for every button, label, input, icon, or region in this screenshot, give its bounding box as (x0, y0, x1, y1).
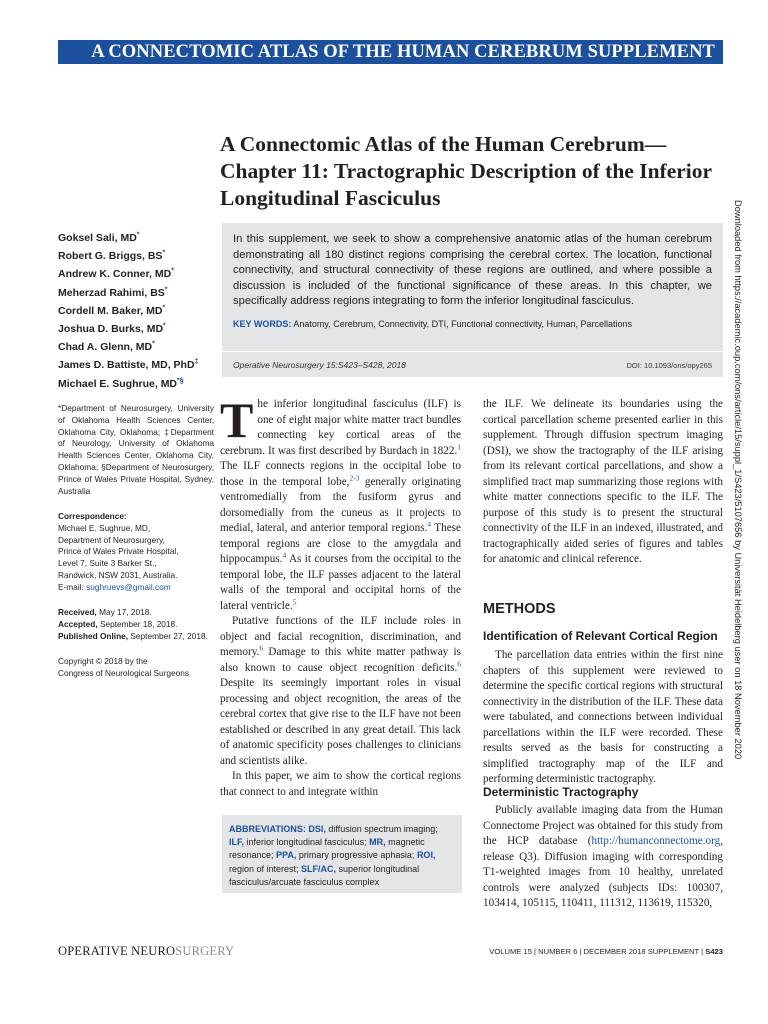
copyright: Copyright © 2018 by the Congress of Neurological Surgeons (58, 656, 189, 678)
email-line: E-mail: sughruevs@gmail.com (58, 581, 171, 592)
section-heading-methods: METHODS (483, 601, 556, 617)
article-title: A Connectomic Atlas of the Human Cerebrum—Chapter 11: Tractographic Description of the Inferior Longitudinal Fasciculus (220, 132, 712, 210)
drop-cap: T (220, 392, 254, 448)
author: Michael E. Sughrue, MD*§ (58, 377, 184, 390)
correspondence-line: Michael E. Sughrue, MD, (58, 522, 151, 533)
correspondence (58, 511, 214, 594)
ref-link[interactable]: 4 (282, 550, 287, 560)
keywords-label: KEY WORDS: (233, 318, 292, 329)
hcp-link[interactable]: http://humanconnectome.org (591, 835, 721, 847)
ref-link[interactable]: 1 (457, 441, 461, 451)
body-paragraph: In this paper, we aim to show the cortical regions that connect to and integrate within (220, 770, 461, 798)
ref-link[interactable]: 5 (292, 596, 297, 606)
email-link[interactable]: sughruevs@gmail.com (86, 581, 171, 592)
date-published: Published Online, September 27, 2018. (58, 630, 208, 641)
subheading-tractography: Deterministic Tractography (483, 785, 639, 799)
doi: DOI: 10.1093/ons/opy265 (626, 360, 712, 370)
intro-paragraph: The inferior longitudinal fasciculus (ILF) is one of eight major white matter tract bundles connecting key cortical areas of the cerebrum. It was first described by Burdach in 1822.$^1$ The ILF connects regions in the occipital lobe to those in the temporal lobe,$^{2-3}$ generally originating ventromedially from the fusiform gyrus and dorsomedially from the cuneus as it projects to medial, lateral, and anterior temporal regions.$^4$ These temporal regions are close to the amygdala and hippocampus.$^4$ As it courses from the occipital to the temporal lobe, the ILF passes adjacent to the lateral walls of the temporal and occipital horns of the lateral ventricle.$^5$ (220, 392, 462, 612)
correspondence-line: Prince of Wales Private Hospital, (58, 546, 179, 557)
ref-link[interactable]: 6 (457, 658, 461, 668)
author: Goksel Sali, MD* (58, 231, 140, 244)
date-received: Received, May 17, 2018. (58, 607, 152, 617)
download-watermark: Downloaded from https://academic.oup.com/ons/article/15/suppl_1/S423/5107656 by Universität Heidelberg user on 18 November 2020 (733, 200, 743, 760)
author: James D. Battiste, MD, PhD‡ (58, 358, 199, 372)
ref-link[interactable]: 2-3 (349, 472, 360, 482)
body-paragraph: The parcellation data entries within the first nine chapters of this supplement were reviewed to determine the specific cortical regions with structural connectivity in the distribution of the ILF. These data were tabulated, and connections between individual parcellations within the ILF were recorded. These results served as the basis for constructing a simplified tractography map of the ILF and performing deterministic tractography. (483, 649, 723, 785)
page-folio: VOLUME 15 | NUMBER 6 | DECEMBER 2018 SUPPLEMENT | S423 (489, 947, 723, 956)
correspondence-line: Randwick, NSW 2031, Australia. (58, 569, 178, 580)
affiliations: *Department of Neurosurgery, University of Oklahoma Health Sciences Center, Oklahoma City, Oklahoma; ‡Department of Neurology, University of Oklahoma Health Sciences Center, Oklahoma City, Oklahoma; §Department of Neurosurgery, Prince of Wales Private Hospital, Sydney, Australia (58, 403, 214, 496)
correspondence-heading: Correspondence: (58, 511, 127, 521)
body-paragraph: Putative functions of the ILF include roles in object and facial recognition, discrimination, and memory.$^6$ Damage to this white matter pathway is also known to cause object recognition deficits.$^6$ Despite its seemingly important roles in visual processing and object recognition, the areas of the cerebral cortex that give rise to the ILF have not been established or described in any great detail. This lack of anatomic specificity poses challenges to clinicians and scientists alike. (220, 615, 461, 767)
article-dates (58, 607, 214, 642)
date-accepted: Accepted, September 18, 2018. (58, 618, 178, 629)
abstract-box (222, 223, 723, 377)
author: Cordell M. Baker, MD* (58, 304, 166, 317)
abbreviations-box: ABBREVIATIONS: DSI, diffusion spectrum imaging; ILF, inferior longitudinal fasciculus; MR, magnetic resonance; PPA, primary progressive aphasia; ROI, region of interest; SLF/AC, superior longitudinal fasciculus/arcuate fasciculus complex (222, 815, 462, 893)
keywords (233, 318, 712, 331)
correspondence-line: Department of Neurosurgery, (58, 534, 165, 545)
body-column-left (220, 392, 462, 800)
author-list (58, 229, 218, 393)
subheading-cortical-region: Identification of Relevant Cortical Region (483, 629, 718, 643)
correspondence-line: Level 7, Suite 3 Barker St., (58, 558, 157, 569)
page-number: S423 (705, 947, 723, 956)
body-column-right (483, 397, 723, 568)
keywords-text: Anatomy, Cerebrum, Connectivity, DTI, Functional connectivity, Human, Parcellations (293, 318, 632, 329)
author: Andrew K. Conner, MD* (58, 267, 174, 281)
abstract-footer (222, 351, 723, 378)
author: Meherzad Rahimi, BS* (58, 286, 168, 299)
abstract-text: In this supplement, we seek to show a comprehensive anatomic atlas of the human cerebrum demonstrating all 180 distinct regions comprising the cerebral cortex. The location, functional connectivity, and structural connectivity of these regions are outlined, and where possible a discussion is included of the functional significance of these areas. In this chapter, we specifically address regions integrating to form the inferior longitudinal fasciculus. (233, 233, 712, 308)
ref-link[interactable]: 6 (259, 643, 264, 653)
author: Robert G. Briggs, BS* (58, 249, 166, 263)
author: Joshua D. Burks, MD* (58, 322, 166, 336)
citation: Operative Neurosurgery 15:S423–S428, 2018 (233, 360, 406, 370)
body-paragraph: Publicly available imaging data from the Human Connectome Project was obtained for this study from the HCP database (http://humanconnectome.org, release Q3). Diffusion imaging with corresponding T1-weighted images from 10 healthy, unrelated controls were analyzed (subjects IDs: 100307, 103414, 105115, 110411, 111312, 113619, 115320, (483, 804, 723, 909)
ref-link[interactable]: 4 (427, 519, 432, 529)
supplement-banner: A CONNECTOMIC ATLAS OF THE HUMAN CEREBRUM SUPPLEMENT (58, 40, 723, 64)
body-paragraph: the ILF. We delineate its boundaries using the cortical parcellation scheme presented earlier in this supplement. Through diffusion spectrum imaging (DSI), we show the tractography of the ILF arising from its relevant cortical parcellations, and show a simplified tract map summarizing those regions with white matter connections specific to the ILF. The purpose of this study is to present the structural connectivity of the ILF in an indexed, illustrated, and tractographically aided series of figures and tables for anatomic and clinical reference. (483, 398, 723, 565)
journal-name: OPERATIVE NEUROSURGERY (58, 944, 235, 958)
author: Chad A. Glenn, MD* (58, 340, 155, 354)
